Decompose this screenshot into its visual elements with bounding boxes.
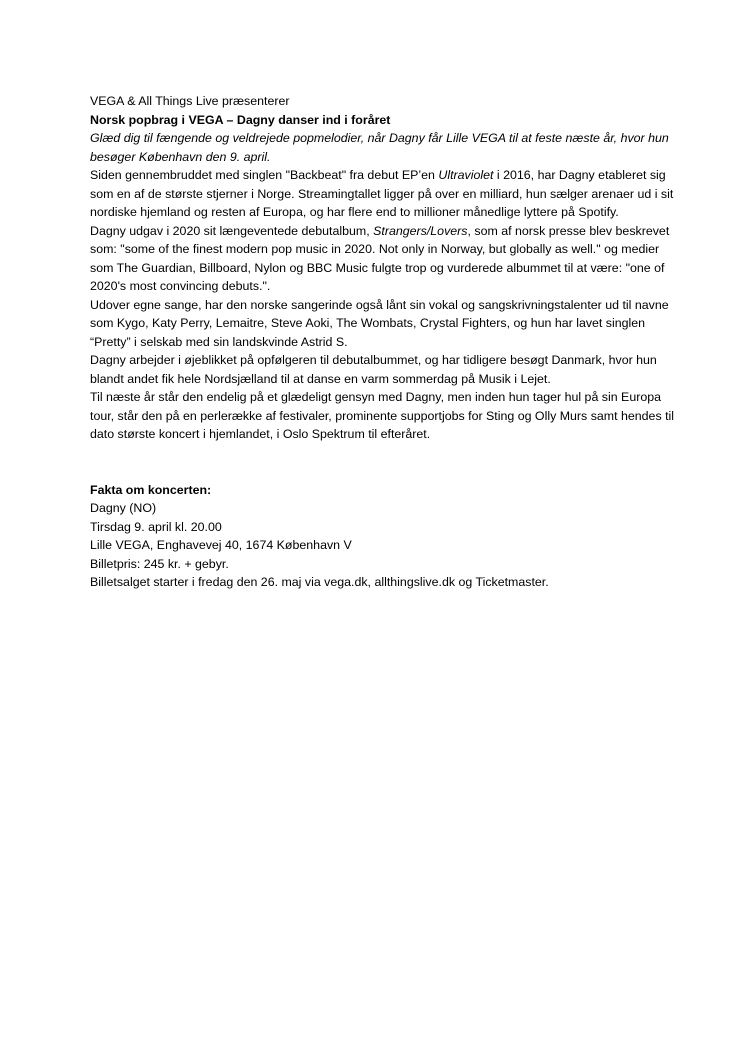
paragraph-1-text-a: Siden gennembruddet med singlen "Backbeat" fra debut EP’en — [90, 168, 439, 182]
presenter-line: VEGA & All Things Live præsenterer — [90, 94, 290, 108]
paragraph-2-text-b: , som af norsk presse blev beskrevet som: "some of the finest modern pop music in 2020. Not only in Norway, but globally as well." og medier som The Guardian, Billboard, Nylon og BBC Music fulgte trop og vurderede albummet til at være: "one of 2020's most convincing debuts.". — [90, 223, 670, 293]
press-release-page — [90, 92, 680, 592]
paragraph-1-text-b: i 2016, har Dagny etableret sig som en af de største stjerner i Norge. Streamingtallet ligger på over en milliard, hun sælger arenaer ud i sit nordiske hjemland og resten af Europa, og har flere end to millioner månedlige lyttere på Spotify. — [90, 168, 674, 219]
paragraph-3: Udover egne sange, har den norske sangerinde også lånt sin vokal og sangskrivningstalenter ud til navne som Kygo, Katy Perry, Lemaitre, Steve Aoki, The Wombats, Crystal Fighters, og hun har lavet singlen “Pretty” i selskab med sin landskvinde Astrid S. — [90, 297, 669, 349]
lead-paragraph: Glæd dig til fængende og veldrejede popmelodier, når Dagny får Lille VEGA til at feste næste år, hvor hun besøger København den 9. april. — [90, 131, 669, 164]
paragraph-2 — [90, 222, 680, 296]
facts-venue: Lille VEGA, Enghavevej 40, 1674 København V — [90, 538, 352, 552]
facts-price: Billetpris: 245 kr. + gebyr. — [90, 556, 229, 571]
facts-artist: Dagny (NO) — [90, 501, 157, 515]
headline: Norsk popbrag i VEGA – Dagny danser ind i foråret — [90, 112, 391, 127]
facts-date: Tirsdag 9. april kl. 20.00 — [90, 519, 222, 534]
paragraph-5: Til næste år står den endelig på et glædeligt gensyn med Dagny, men inden hun tager hul på sin Europa tour, står den på en perlerække af festivaler, prominente supportjobs for Sting og Olly Murs samt hendes til dato største koncert i hjemlandet, i Oslo Spektrum til efteråret. — [90, 390, 675, 441]
album-title: Strangers/Lovers — [373, 223, 468, 238]
paragraph-1 — [90, 166, 680, 222]
paragraph-2-text-a: Dagny udgav i 2020 sit længeventede debutalbum, — [90, 223, 374, 238]
paragraph-4: Dagny arbejder i øjeblikket på opfølgeren til debutalbummet, og har tidligere besøgt Danmark, hvor hun blandt andet fik hele Nordsjælland til at danse en varm sommerdag på Musik i Lejet. — [90, 353, 657, 386]
facts-heading: Fakta om koncerten: — [90, 482, 212, 497]
facts-sale: Billetsalget starter i fredag den 26. maj via vega.dk, allthingslive.dk og Ticketmaster. — [90, 575, 549, 589]
ep-title: Ultraviolet — [438, 168, 494, 182]
